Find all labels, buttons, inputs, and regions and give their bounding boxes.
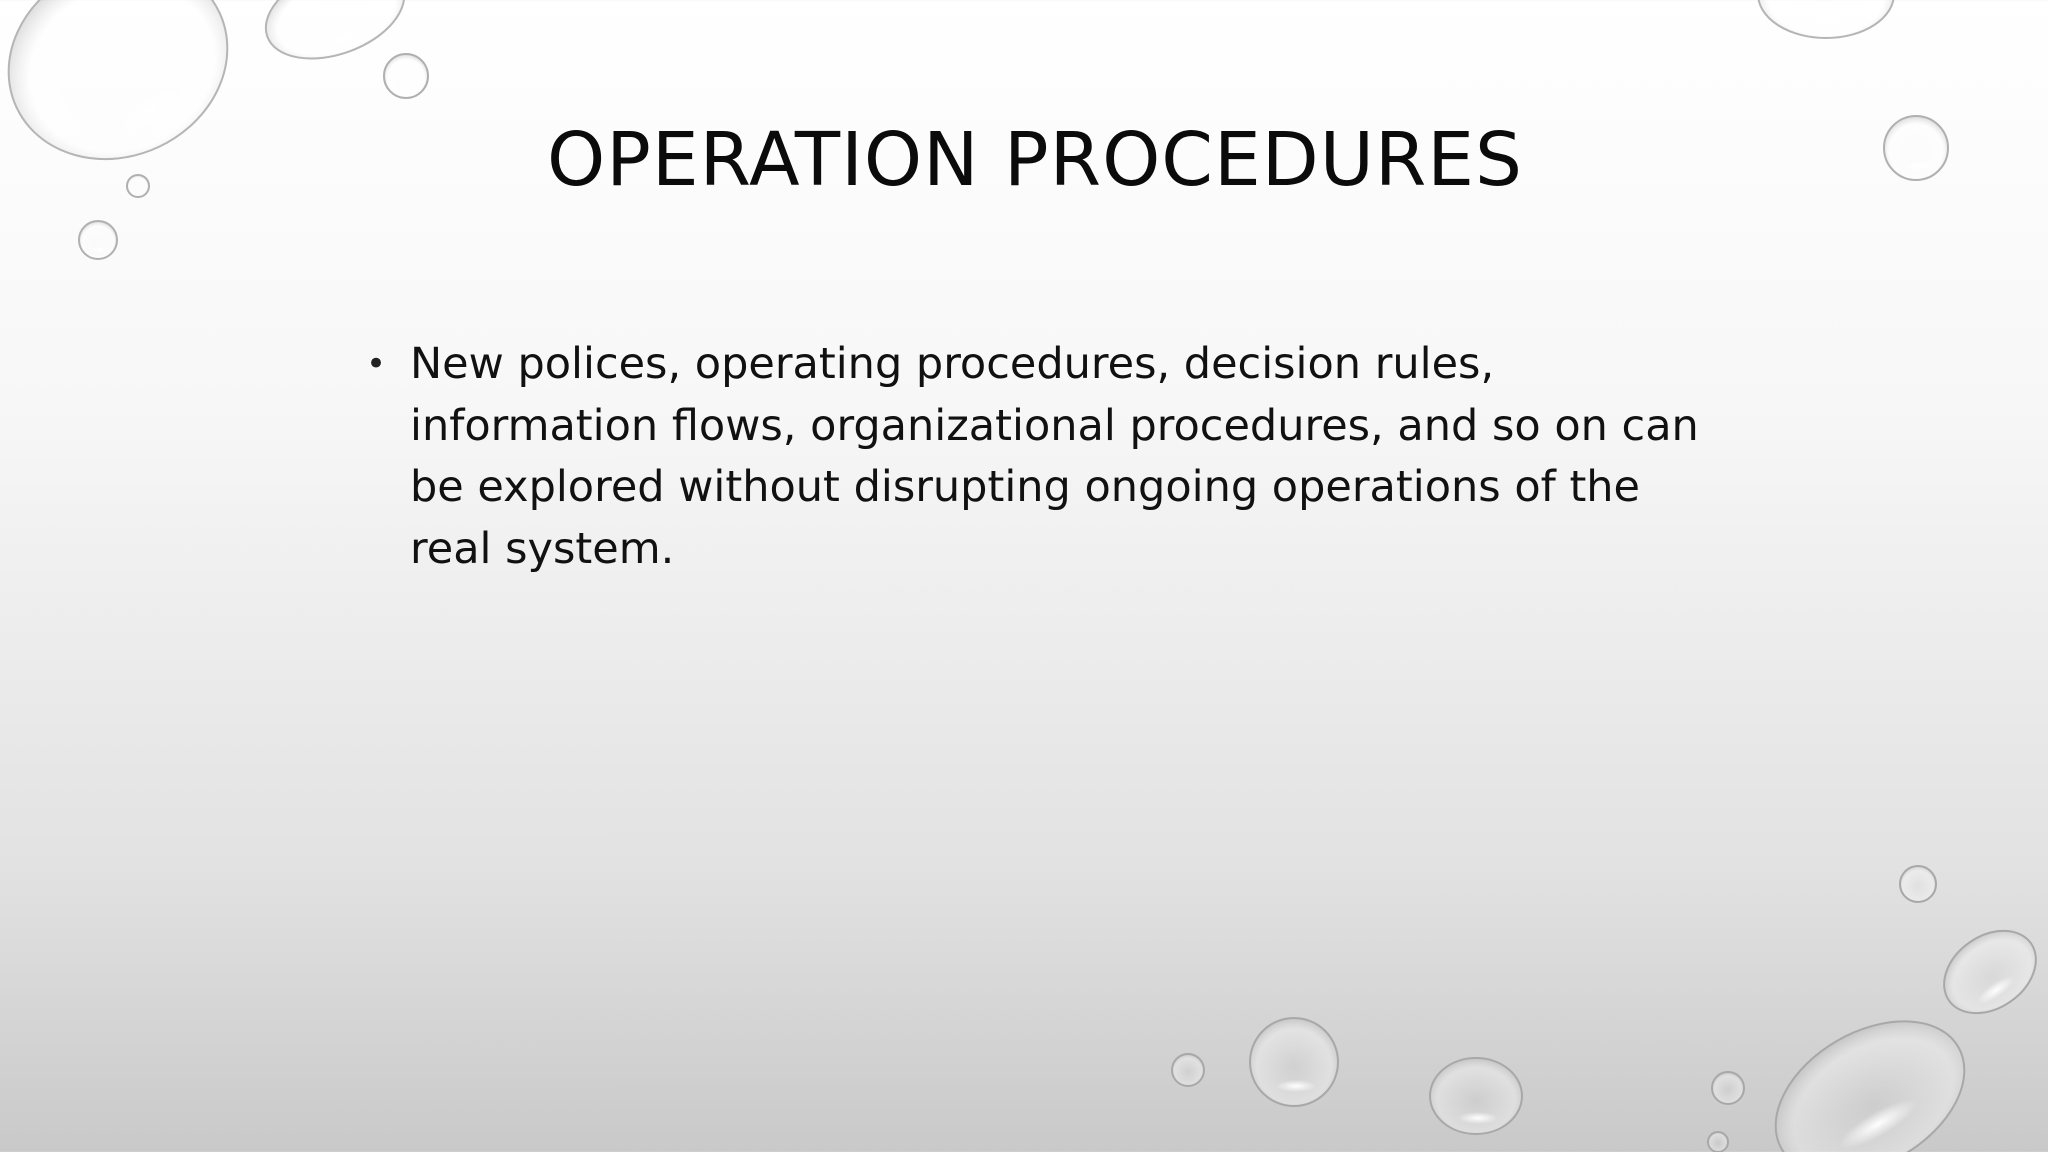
droplet-top-right-1 [1758,0,1894,38]
droplet-top-left-5 [79,221,117,259]
droplet-bottom-center-1 [1172,1054,1204,1086]
droplet-bottom-right-4 [1708,1132,1728,1152]
bullet-item [362,334,1722,580]
droplet-bottom-center-3 [1430,1058,1522,1134]
droplet-bottom-right-large [1749,990,1992,1152]
droplet-bottom-right-3 [1712,1072,1744,1104]
droplet-bottom-center-2 [1250,1018,1338,1106]
droplet-top-left-3 [384,54,428,98]
slide-title: OPERATION PROCEDURES [546,117,1524,203]
droplet-bottom-right-2 [1928,914,2048,1030]
bullet-text: New polices, operating procedures, decision rules, information flows, organizational procedures, and so on can be explored without disrupting ongoing operations of the real system. [410,339,1699,574]
bullet-list [362,334,1722,580]
bullet-marker: • [366,344,387,384]
droplet-bottom-right-1 [1900,866,1936,902]
